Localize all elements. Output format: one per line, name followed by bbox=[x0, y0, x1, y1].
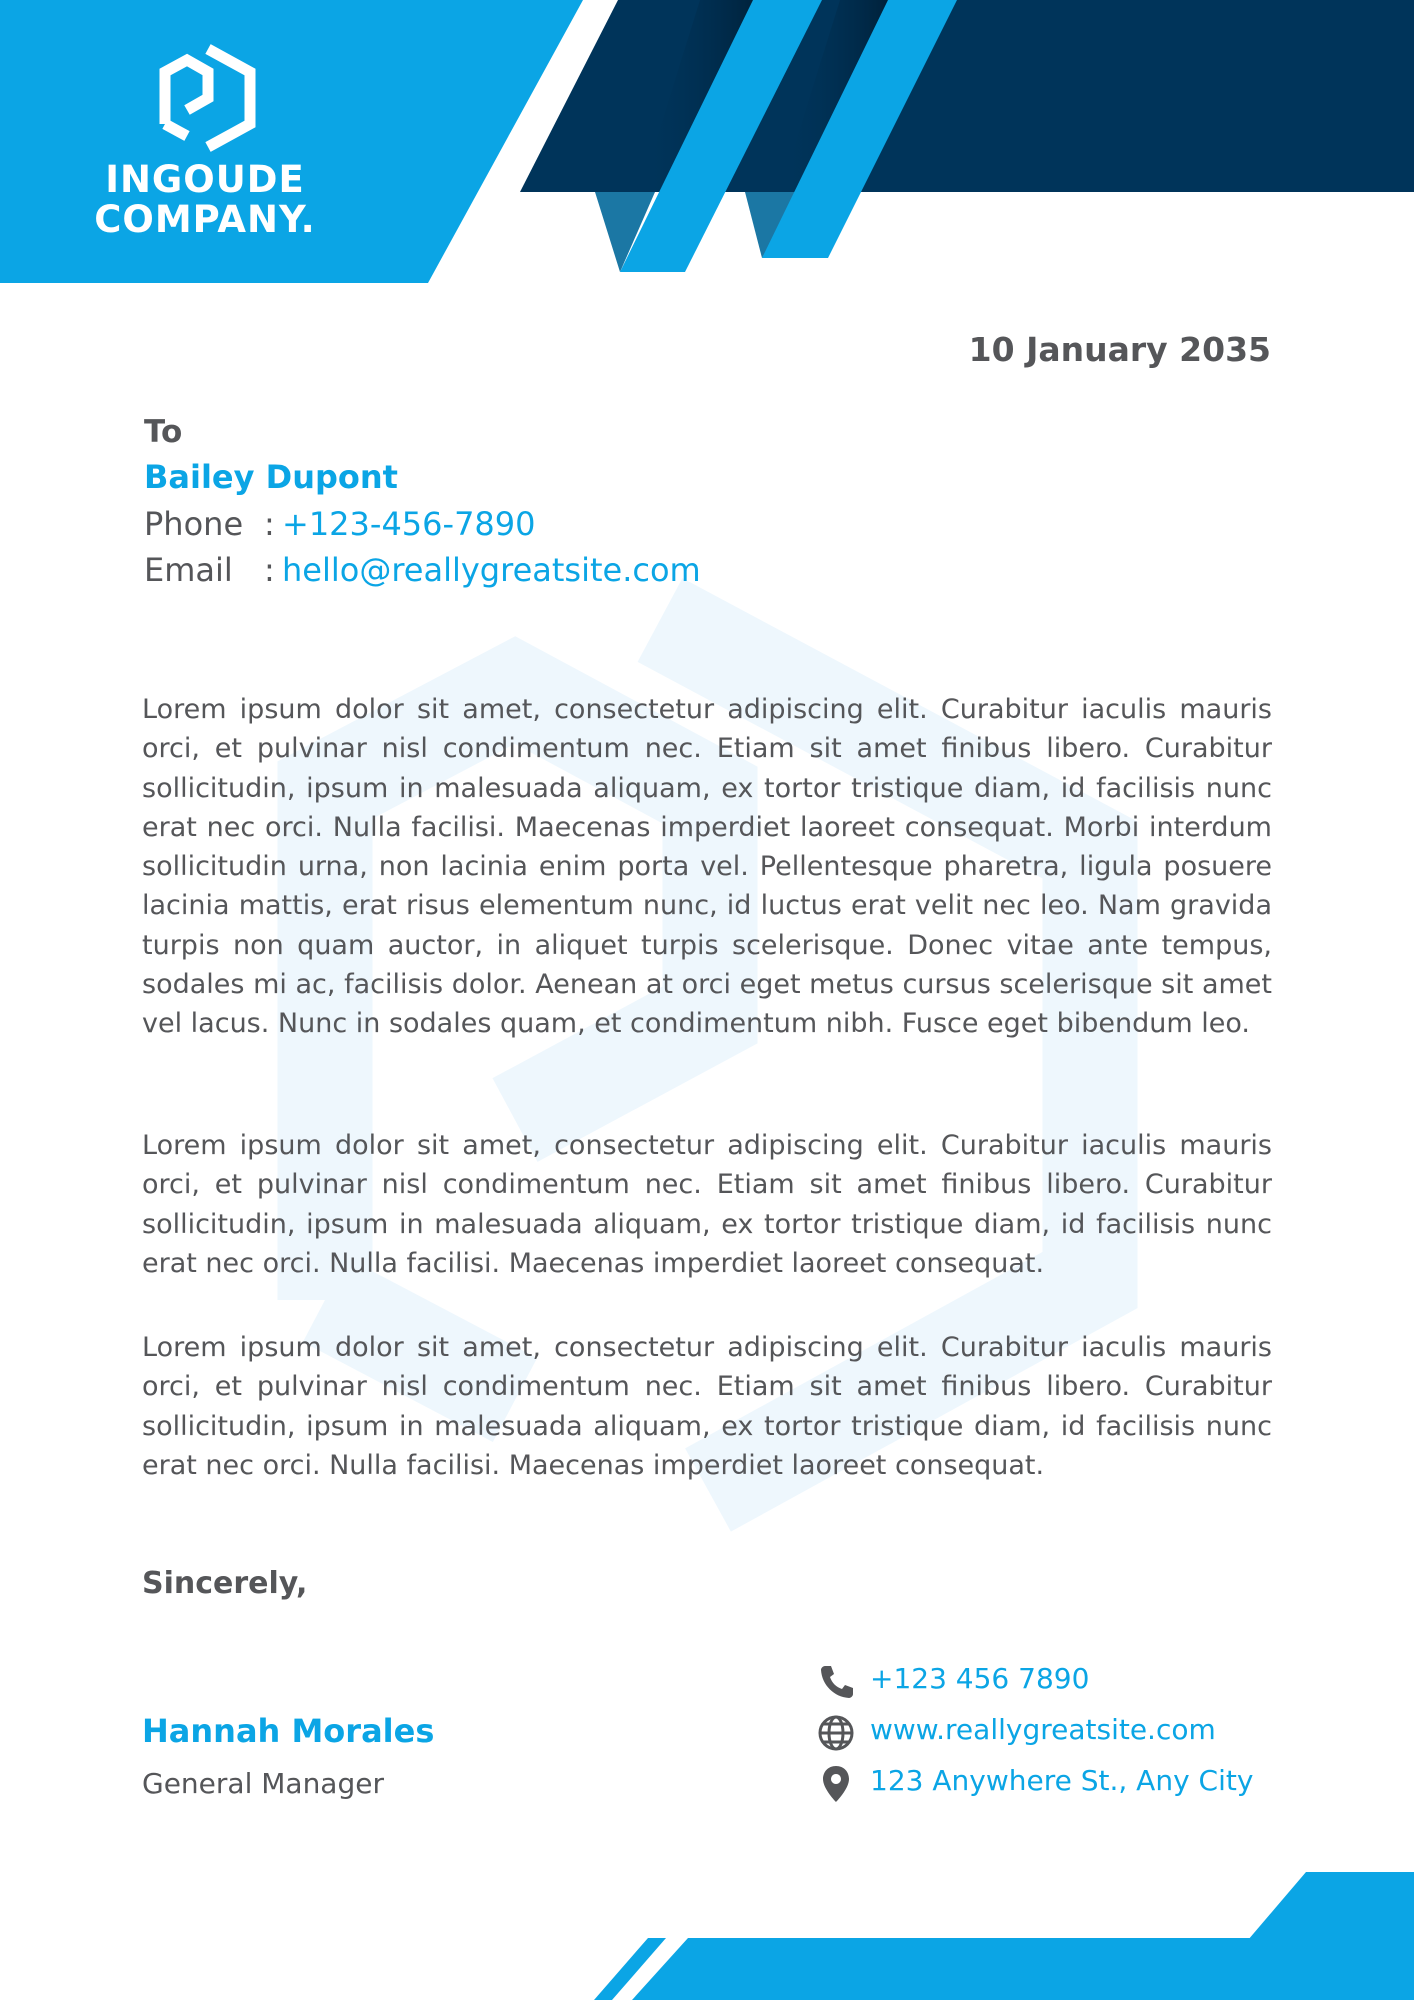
body-paragraph: Lorem ipsum dolor sit amet, consectetur adipiscing elit. Curabitur iaculis mauris orci, et pulvinar nisl condimentum nec. Etiam sit amet finibus libero. Curabitur sollicitudin, ipsum in malesuada aliquam, ex tortor tristique diam, id facilisis nunc erat nec orci. Nulla facilisi. Maecenas imperdiet laoreet consequat. Morbi interdum sollicitudin urna, non lacinia enim porta vel. Pellentesque pharetra, ligula posuere lacinia mattis, erat risus elementum nunc, id luctus erat velit nec leo. Nam gravida turpis non quam auctor, in aliquet turpis scelerisque. Donec vitae ante tempus, sodales mi ac, facilisis dolor. Aenean at orci eget metus cursus scelerisque sit amet vel lacus. Nunc in sodales quam, et condimentum nibh. Fusce eget bibendum leo. bbox=[142, 694, 1272, 1040]
company-logo-text bbox=[60, 160, 350, 240]
location-pin-icon bbox=[816, 1764, 856, 1804]
globe-icon bbox=[816, 1713, 856, 1753]
footer-website-link[interactable]: www.reallygreatsite.com bbox=[870, 1713, 1216, 1746]
letter-date: 10 January 2035 bbox=[968, 330, 1271, 369]
recipient-name: Bailey Dupont bbox=[144, 458, 398, 496]
footer-blue-tab bbox=[1248, 1872, 1414, 1940]
footer-address: 123 Anywhere St., Any City bbox=[870, 1764, 1254, 1797]
recipient-phone-row bbox=[144, 505, 536, 543]
phone-separator: : bbox=[264, 505, 275, 543]
phone-value: +123-456-7890 bbox=[282, 505, 536, 543]
phone-icon bbox=[816, 1662, 856, 1702]
logo-line-2: COMPANY. bbox=[94, 198, 316, 241]
phone-label: Phone bbox=[144, 505, 244, 543]
body-paragraph: Lorem ipsum dolor sit amet, consectetur adipiscing elit. Curabitur iaculis mauris orci, et pulvinar nisl condimentum nec. Etiam sit amet finibus libero. Curabitur sollicitudin, ipsum in malesuada aliquam, ex tortor tristique diam, id facilisis nunc erat nec orci. Nulla facilisi. Maecenas imperdiet laoreet consequat. bbox=[142, 1332, 1272, 1481]
to-label: To bbox=[144, 414, 183, 450]
email-separator: : bbox=[264, 551, 275, 589]
recipient-email-row bbox=[144, 551, 701, 589]
email-link[interactable]: hello@reallygreatsite.com bbox=[282, 551, 701, 589]
email-label: Email bbox=[144, 551, 233, 589]
body-paragraph: Lorem ipsum dolor sit amet, consectetur adipiscing elit. Curabitur iaculis mauris orci, et pulvinar nisl condimentum nec. Etiam sit amet finibus libero. Curabitur sollicitudin, ipsum in malesuada aliquam, ex tortor tristique diam, id facilisis nunc erat nec orci. Nulla facilisi. Maecenas imperdiet laoreet consequat. bbox=[142, 1130, 1272, 1279]
signer-title: General Manager bbox=[142, 1767, 384, 1800]
footer-phone: +123 456 7890 bbox=[870, 1662, 1090, 1695]
footer-blue-band bbox=[632, 1938, 1414, 2000]
logo-line-1: INGOUDE bbox=[105, 158, 305, 201]
signer-name: Hannah Morales bbox=[142, 1712, 435, 1750]
closing: Sincerely, bbox=[142, 1566, 308, 1601]
